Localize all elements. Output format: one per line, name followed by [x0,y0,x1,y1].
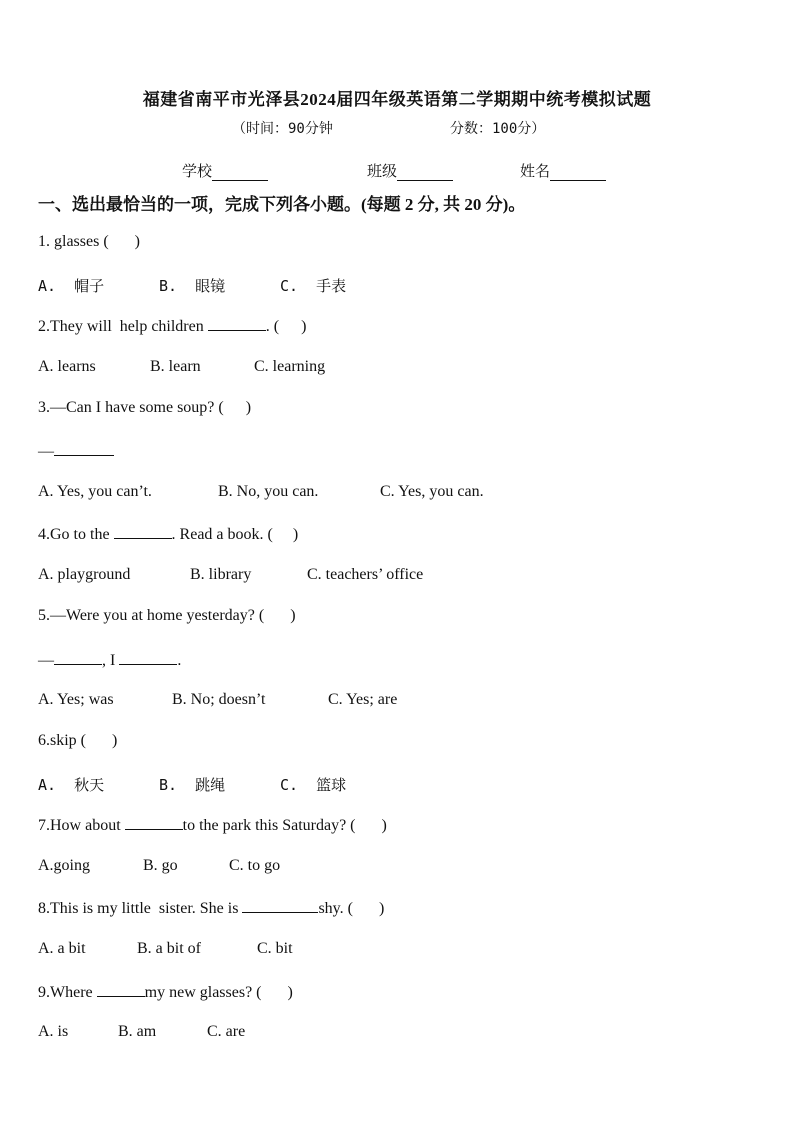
class-blank [397,164,453,181]
answer-blank [208,316,266,331]
question-2 [38,316,306,336]
question-paren: ) [245,399,252,416]
option-b: B. go [143,857,178,874]
option-c: C. teachers’ office [307,566,424,583]
answer-blank [54,650,102,665]
question-text: 5.—Were you at home yesterday? ( [38,607,265,624]
answer-text: , I [102,652,116,669]
class-field [367,160,453,181]
question-paren: ) [287,984,293,1001]
school-blank [212,164,268,181]
question-text: shy. ( [318,900,353,917]
exam-time: （时间：90分钟 [232,121,333,137]
option-a: A. Yes, you can’t. [38,483,152,500]
question-paren: ) [381,817,387,834]
option-b: B. 眼镜 [159,277,226,295]
question-7 [38,815,387,835]
question-text: to the park this Saturday? ( [182,817,356,834]
question-text: my new glasses? ( [144,984,262,1001]
option-b: B. am [118,1023,157,1040]
option-a: A. learns [38,358,96,375]
option-b: B. library [190,566,252,583]
question-paren: ) [301,318,307,335]
question-text: 2.They will help children [38,318,204,335]
question-8 [38,898,384,918]
question-text: 9.Where [38,984,93,1001]
question-text: . Read a book. ( [171,526,273,543]
option-b: B. learn [150,358,201,375]
option-a: A. is [38,1023,69,1040]
dash: — [38,443,54,460]
option-c: C. Yes; are [328,691,398,708]
name-blank [550,164,606,181]
school-label: 学校 [182,164,213,180]
answer-blank [54,441,114,456]
answer-blank [125,815,183,830]
question-6 [38,732,117,750]
answer-blank [114,524,172,539]
question-paren: ) [292,526,299,543]
option-a: A. 帽子 [38,277,105,295]
question-5 [38,607,296,625]
option-b: B. No, you can. [218,483,319,500]
option-b: B. No; doesn’t [172,691,266,708]
option-c: C. to go [229,857,281,874]
question-1 [38,233,140,251]
answer-blank [119,650,177,665]
option-c: C. are [207,1023,246,1040]
option-a: A. a bit [38,940,86,957]
dash: — [38,652,54,669]
option-c: C. bit [257,940,293,957]
question-paren: ) [134,233,140,250]
exam-score: 分数：100分） [450,121,546,137]
name-label: 姓名 [520,164,551,180]
answer-blank [242,898,318,913]
question-text: . ( [265,318,280,335]
question-9 [38,982,293,1002]
option-b: B. 跳绳 [159,776,226,794]
name-field [520,160,606,181]
question-paren: ) [378,900,385,917]
option-b: B. a bit of [137,940,201,957]
option-c: C. Yes, you can. [380,483,484,500]
answer-blank [97,982,145,997]
question-text: 1. glasses ( [38,233,109,250]
page-title: 福建省南平市光泽县2024届四年级英语第二学期期中统考模拟试题 [142,90,652,109]
option-c: C. 手表 [280,277,347,295]
answer-line [38,650,181,670]
question-text: 6.skip ( [38,732,86,749]
option-a: A. Yes; was [38,691,114,708]
section-heading: 一、选出最恰当的一项，完成下列各小题。(每题 2 分, 共 20 分)。 [38,195,526,214]
question-3 [38,399,251,417]
question-text: 3.—Can I have some soup? ( [38,399,224,416]
class-label: 班级 [367,164,398,180]
option-c: C. 篮球 [280,776,347,794]
option-a: A. playground [38,566,131,583]
question-text: 7.How about [38,817,121,834]
question-4 [38,524,298,544]
question-paren: ) [290,607,296,624]
question-paren: ) [112,732,118,749]
school-field [182,160,268,181]
answer-line [38,441,114,461]
option-a: A. 秋天 [38,776,105,794]
question-text: 8.This is my little sister. She is [38,900,239,917]
answer-text: . [177,652,182,669]
question-text: 4.Go to the [38,526,110,543]
option-a: A.going [38,857,90,874]
option-c: C. learning [254,358,326,375]
